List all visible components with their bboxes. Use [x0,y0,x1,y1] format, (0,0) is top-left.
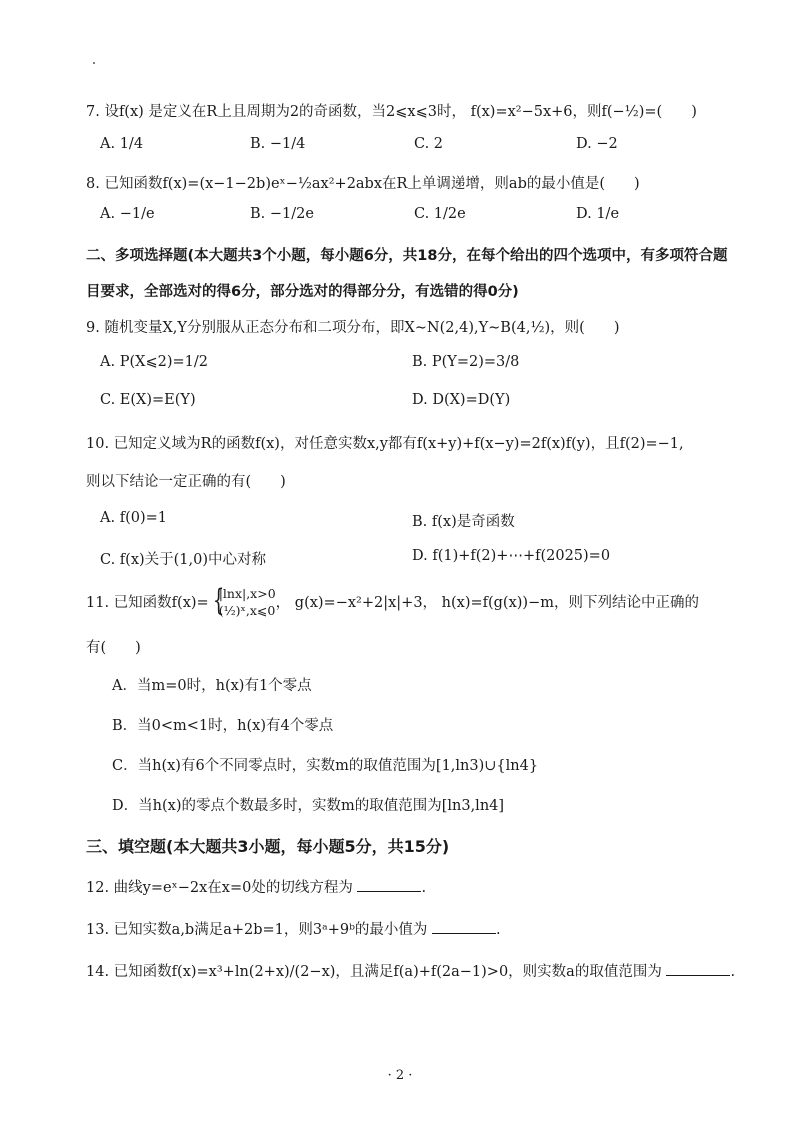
q13-stem: 13. 已知实数a,b满足a+2b=1，则3ᵃ+9ᵇ的最小值为 . [86,922,501,938]
q10-option-b: B. f(x)是奇函数 [412,514,515,530]
q8-option-c: C. 1/2e [414,206,466,222]
q7-option-c: C. 2 [414,136,444,152]
q9-option-a: A. P(X⩽2)=1/2 [100,354,208,370]
q7-stem: 7. 设f(x) 是定义在R上且周期为2的奇函数，当2⩽x⩽3时， f(x)=x²−5x+6，则f(−½)=( ) [86,104,697,120]
scan-dot [93,62,95,64]
q11-stem-line2: 有( ) [86,640,141,656]
q10-option-d: D. f(1)+f(2)+⋯+f(2025)=0 [412,548,611,564]
q11-option-b: B．当0<m<1时，h(x)有4个零点 [112,718,334,734]
q7-option-b: B. −1/4 [250,136,306,152]
q8-stem: 8. 已知函数f(x)=(x−1−2b)eˣ−½ax²+2abx在R上单调递增，则ab的最小值是( ) [86,176,640,192]
q11-option-a: A．当m=0时，h(x)有1个零点 [112,678,312,694]
section-3-heading: 三、填空题(本大题共3小题，每小题5分，共15分) [86,837,450,856]
q10-stem-line1: 10. 已知定义域为R的函数f(x)，对任意实数x,y都有f(x+y)+f(x−y)=2f(x)f(y)，且f(2)=−1, [86,436,684,452]
q8-option-a: A. −1/e [100,206,155,222]
answer-blank[interactable] [666,963,730,976]
q11-option-c: C．当h(x)有6个不同零点时，实数m的取值范围为[1,ln3)∪{ln4} [112,758,539,774]
q10-option-c: C. f(x)关于(1,0)中心对称 [100,552,267,568]
q7-option-d: D. −2 [576,136,618,152]
page-number: · 2 · [387,1068,413,1083]
q9-option-c: C. E(X)=E(Y) [100,392,196,408]
q8-option-d: D. 1/e [576,206,620,222]
q14-stem: 14. 已知函数f(x)=x³+ln(2+x)/(2−x)，且满足f(a)+f(2a−1)>0，则实数a的取值范围为 . [86,964,736,980]
answer-blank[interactable] [432,921,496,934]
q10-option-a: A. f(0)=1 [100,510,167,526]
q9-stem: 9. 随机变量X,Y分别服从正态分布和二项分布，即X∼N(2,4),Y∼B(4,½)，则( ) [86,320,620,336]
q11-stem-line1: 11. 已知函数f(x)= { |lnx|,x>0 (½)ˣ,x⩽0 ， g(x)=−x²+2|x|+3， h(x)=f(g(x))−m，则下列结论中正确的 [86,583,699,618]
q9-option-b: B. P(Y=2)=3/8 [412,354,520,370]
q11-option-d: D．当h(x)的零点个数最多时，实数m的取值范围为[ln3,ln4] [112,798,505,814]
q8-option-b: B. −1/2e [250,206,314,222]
q12-stem: 12. 曲线y=eˣ−2x在x=0处的切线方程为 . [86,880,427,896]
q9-option-d: D. D(X)=D(Y) [412,392,511,408]
q7-option-a: A. 1/4 [100,136,144,152]
answer-blank[interactable] [357,879,421,892]
section-2-heading-line2: 目要求，全部选对的得6分，部分选对的得部分分，有选错的得0分) [86,284,519,300]
section-2-heading-line1: 二、多项选择题(本大题共3个小题，每小题6分，共18分，在每个给出的四个选项中，有多项符合题 [86,248,728,264]
q10-stem-line2: 则以下结论一定正确的有( ) [86,474,286,490]
piecewise-definition: { |lnx|,x>0 (½)ˣ,x⩽0 [212,583,276,618]
